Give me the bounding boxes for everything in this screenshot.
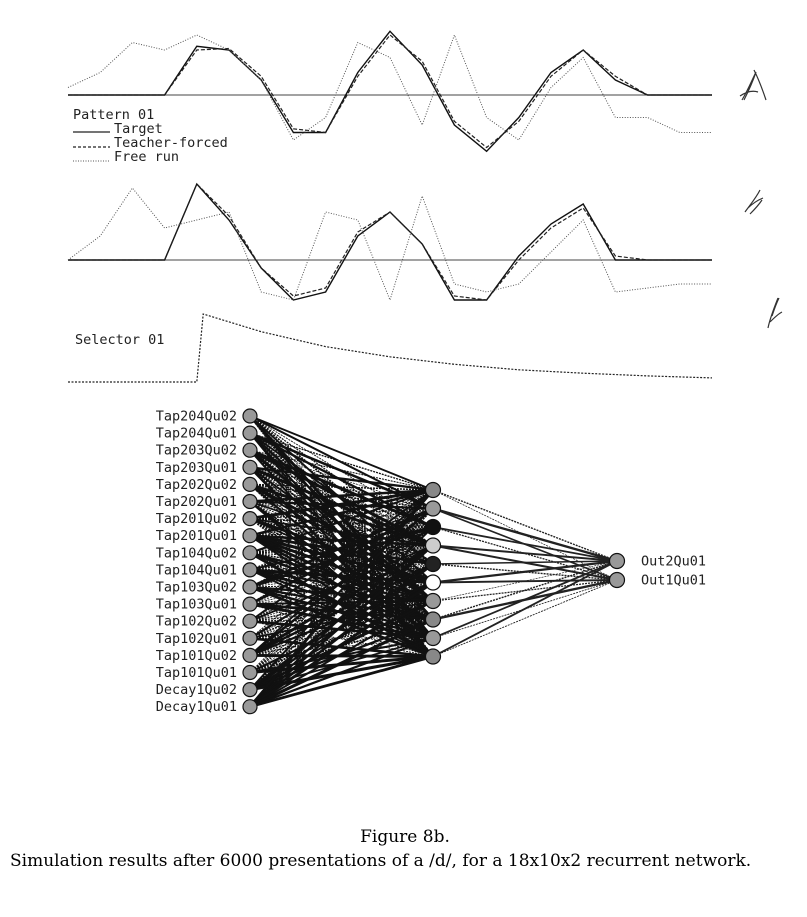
output-node (610, 573, 625, 588)
input-label: Tap201Qu02 (155, 511, 237, 528)
legend-free-run: Free run (114, 149, 180, 165)
figure-caption (10, 826, 800, 872)
input-node (243, 666, 257, 680)
hidden-node (426, 538, 441, 553)
caption-title: Figure 8b. (360, 827, 450, 847)
hidden-node (426, 612, 441, 627)
output-node (610, 554, 625, 569)
input-label: Tap204Qu02 (155, 408, 237, 425)
input-label: Tap102Qu01 (155, 630, 237, 647)
edge-hidden-output (433, 561, 617, 657)
hidden-node (426, 557, 441, 572)
input-label: Tap101Qu01 (155, 665, 237, 681)
input-label: Tap104Qu01 (155, 562, 237, 579)
edge-hidden-output (433, 580, 617, 657)
series-teacher-forced (68, 184, 712, 300)
input-label: Tap203Qu02 (155, 442, 237, 459)
series-free-run (68, 188, 712, 300)
input-node (243, 512, 257, 526)
input-label: Tap103Qu02 (155, 579, 237, 596)
output-label: Out1Qu01 (641, 572, 707, 589)
input-node (243, 529, 257, 543)
input-label: Tap204Qu01 (155, 425, 237, 442)
hidden-node (426, 649, 441, 664)
input-node (243, 495, 257, 509)
selector-panel (68, 314, 712, 382)
input-node (243, 683, 257, 697)
series-selector (68, 314, 712, 382)
input-node (243, 580, 257, 594)
hidden-node (426, 483, 441, 498)
pattern-panel-middle (68, 184, 712, 300)
hidden-node (426, 631, 441, 646)
handwritten-annotations (740, 70, 782, 328)
legend-target: Target (114, 121, 163, 137)
series-teacher-forced (68, 35, 712, 148)
input-node (243, 477, 257, 491)
input-node (243, 597, 257, 611)
input-label: Tap104Qu02 (155, 545, 237, 562)
input-label: Decay1Qu02 (155, 682, 237, 699)
caption-text: Simulation results after 6000 presentations of a /d/, for a 18x10x2 recurrent network. (10, 851, 752, 871)
series-free-run (68, 35, 712, 140)
selector-label: Selector 01 (75, 332, 165, 348)
input-label: Tap102Qu02 (155, 613, 237, 630)
input-node (243, 614, 257, 628)
hidden-node (426, 594, 441, 609)
input-node (243, 700, 257, 714)
input-label: Tap202Qu01 (155, 494, 237, 510)
input-node (243, 443, 257, 457)
input-label: Decay1Qu01 (155, 699, 237, 716)
input-node (243, 409, 257, 423)
input-label: Tap103Qu01 (155, 596, 237, 613)
handwritten-mark-3 (768, 298, 782, 328)
input-label: Tap101Qu02 (155, 647, 237, 664)
input-node (243, 648, 257, 662)
legend-teacher-forced: Teacher-forced (114, 135, 228, 151)
input-node (243, 631, 257, 645)
handwritten-mark-1 (740, 70, 766, 100)
series-target (68, 31, 712, 151)
input-label: Tap203Qu01 (155, 459, 237, 476)
input-node (243, 426, 257, 440)
series-target (68, 184, 712, 300)
hidden-node (426, 520, 441, 535)
input-label: Tap201Qu01 (155, 528, 237, 545)
output-label: Out2Qu01 (641, 553, 707, 570)
handwritten-mark-2 (745, 190, 763, 214)
hidden-node (426, 501, 441, 516)
input-node (243, 546, 257, 560)
edge-hidden-output (433, 527, 617, 561)
input-node (243, 460, 257, 474)
pattern-panel-top (68, 31, 712, 165)
input-node (243, 563, 257, 577)
input-label: Tap202Qu02 (155, 476, 237, 493)
pattern-label: Pattern 01 (73, 107, 155, 123)
hidden-node (426, 575, 441, 590)
network-diagram (156, 409, 706, 716)
